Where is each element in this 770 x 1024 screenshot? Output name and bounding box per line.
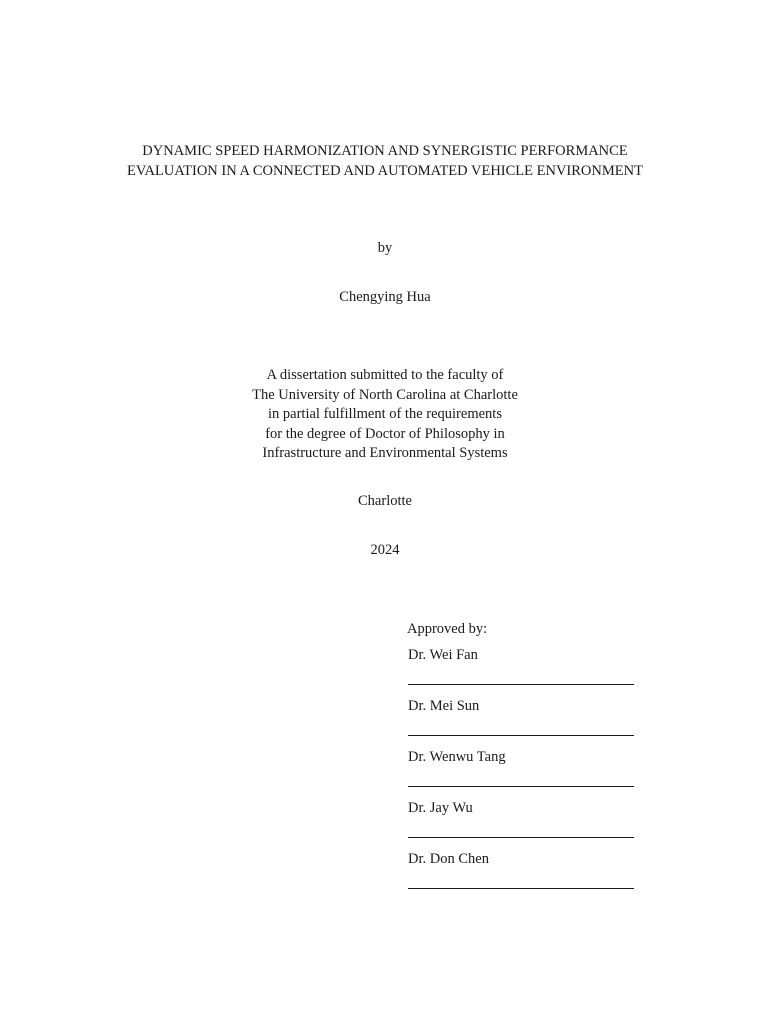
dissertation-title (0, 142, 770, 181)
signature-line (408, 786, 634, 787)
member-name: Dr. Wei Fan (408, 646, 478, 663)
city: Charlotte (358, 493, 412, 509)
approved-by-label: Approved by: (407, 621, 488, 637)
statement-line: A dissertation submitted to the faculty of (266, 367, 504, 383)
member-name: Dr. Jay Wu (408, 799, 473, 816)
committee-member (406, 697, 646, 748)
title-line-2: EVALUATION IN A CONNECTED AND AUTOMATED VEHICLE ENVIRONMENT (127, 162, 643, 179)
title-line-1: DYNAMIC SPEED HARMONIZATION AND SYNERGISTIC PERFORMANCE (142, 143, 628, 159)
signature-line (408, 837, 634, 838)
statement-line: in partial fulfillment of the requirements (268, 406, 502, 422)
committee-member (406, 646, 646, 697)
degree-statement (0, 366, 770, 464)
committee-member (406, 748, 646, 799)
year: 2024 (370, 542, 400, 558)
committee-member (406, 799, 646, 850)
statement-line: for the degree of Doctor of Philosophy in (265, 425, 505, 442)
by-label: by (377, 240, 393, 256)
member-name: Dr. Mei Sun (408, 697, 480, 714)
approval-block (406, 620, 646, 901)
statement-line: Infrastructure and Environmental Systems (262, 445, 508, 461)
author-name: Chengying Hua (339, 289, 431, 305)
committee-member (406, 850, 646, 901)
signature-line (408, 684, 634, 685)
statement-line: The University of North Carolina at Charlotte (252, 386, 518, 403)
signature-line (408, 735, 634, 736)
member-name: Dr. Wenwu Tang (408, 748, 506, 765)
member-name: Dr. Don Chen (408, 850, 489, 867)
signature-line (408, 888, 634, 889)
